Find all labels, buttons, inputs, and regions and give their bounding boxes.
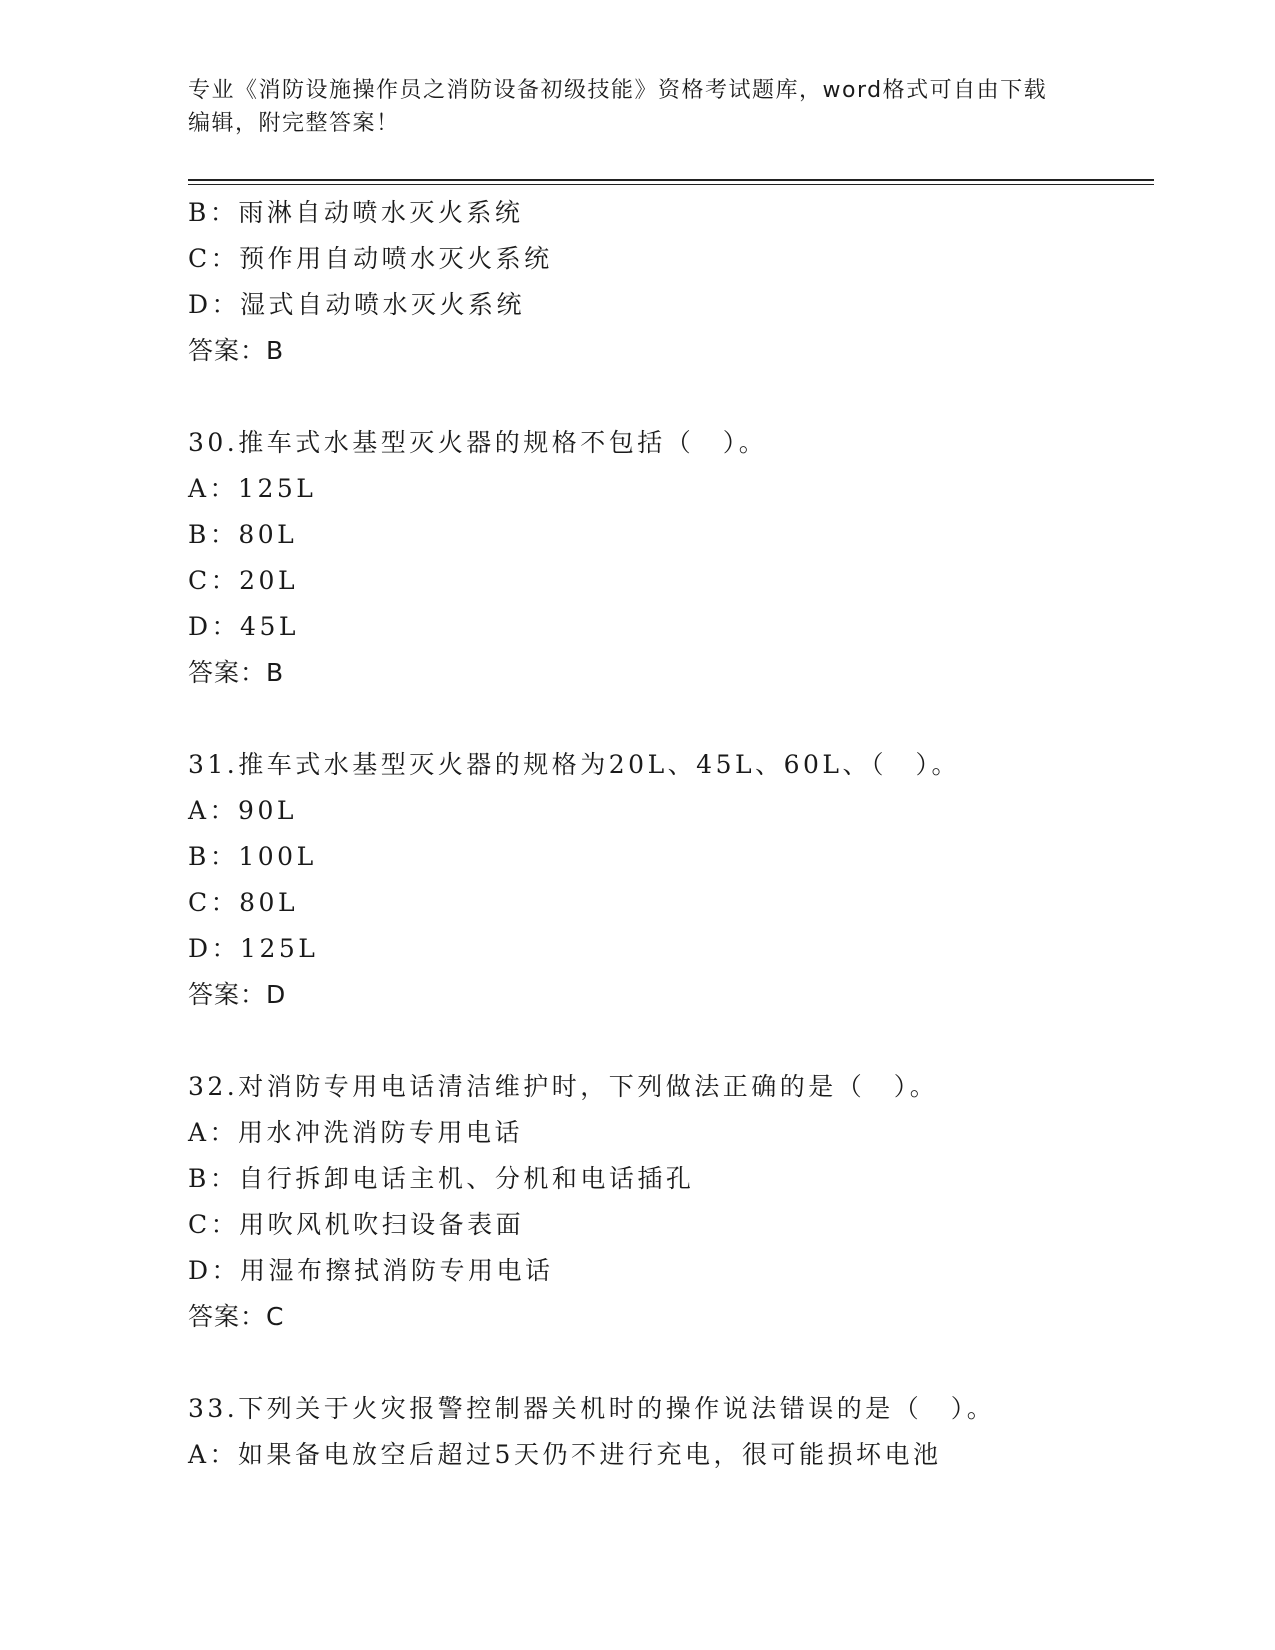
answer-line: 答案：B (188, 336, 285, 365)
question-stem: 30.推车式水基型灭火器的规格不包括（ ）。 (188, 428, 768, 457)
option-b: B：雨淋自动喷水灭火系统 (188, 198, 524, 227)
answer-line: 答案：C (188, 1302, 285, 1331)
question-29-tail (188, 190, 1148, 374)
option-d: D：45L (188, 612, 299, 641)
document-header: 专业《消防设施操作员之消防设备初级技能》资格考试题库，word格式可自由下载编辑，附完整答案！ (188, 78, 1048, 136)
option-d: D：125L (188, 934, 319, 963)
question-list (188, 190, 1148, 1478)
option-b: B：自行拆卸电话主机、分机和电话插孔 (188, 1164, 695, 1193)
option-a: A：如果备电放空后超过5天仍不进行充电，很可能损坏电池 (188, 1440, 942, 1469)
option-a: A：90L (188, 796, 297, 825)
question-30 (188, 420, 1148, 696)
header-divider-thin (188, 184, 1154, 185)
question-31 (188, 742, 1148, 1018)
question-33 (188, 1386, 1148, 1478)
option-a: A：用水冲洗消防专用电话 (188, 1118, 524, 1147)
question-stem: 32.对消防专用电话清洁维护时，下列做法正确的是（ ）。 (188, 1072, 939, 1101)
option-c: C：用吹风机吹扫设备表面 (188, 1210, 525, 1239)
question-32 (188, 1064, 1148, 1340)
option-c: C：预作用自动喷水灭火系统 (188, 244, 553, 273)
option-a: A：125L (188, 474, 317, 503)
answer-line: 答案：B (188, 658, 285, 687)
header-divider-thick (188, 179, 1154, 181)
option-b: B：80L (188, 520, 298, 549)
option-d: D：湿式自动喷水灭火系统 (188, 290, 526, 319)
option-d: D：用湿布擦拭消防专用电话 (188, 1256, 554, 1285)
answer-line: 答案：D (188, 980, 287, 1009)
question-stem: 33.下列关于火灾报警控制器关机时的操作说法错误的是（ ）。 (188, 1394, 996, 1423)
question-stem: 31.推车式水基型灭火器的规格为20L、45L、60L、（ ）。 (188, 750, 960, 779)
option-b: B：100L (188, 842, 317, 871)
option-c: C：80L (188, 888, 299, 917)
option-c: C：20L (188, 566, 299, 595)
